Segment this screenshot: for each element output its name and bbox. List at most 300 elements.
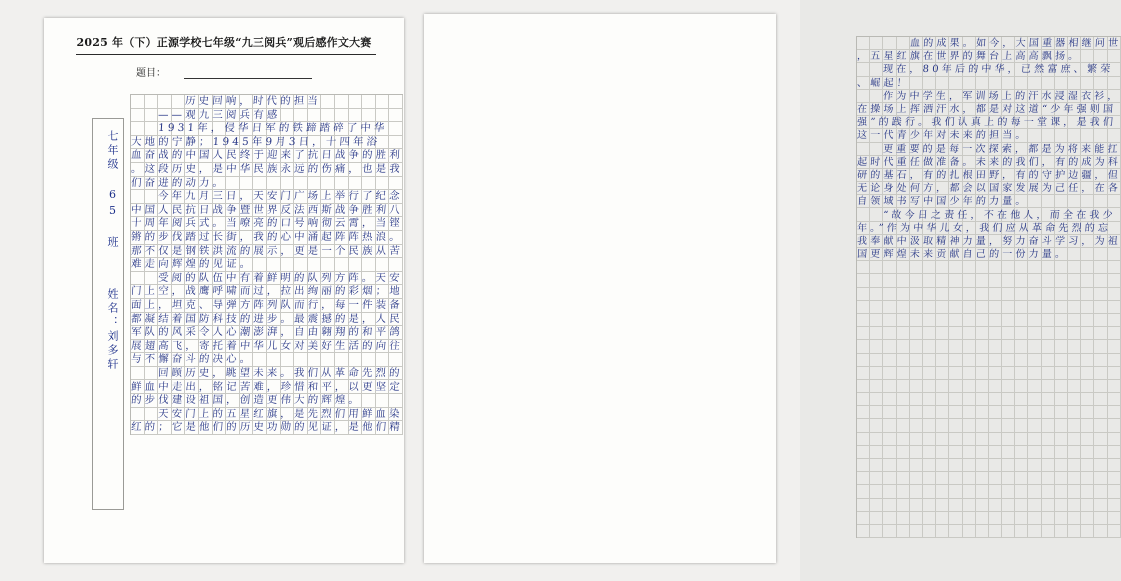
- grid-cell: [963, 63, 976, 76]
- grid-cell: [267, 421, 281, 435]
- handwritten-line: ，五星红旗在世界的舞台上高高飘扬。: [856, 51, 1082, 63]
- grid-cell: [1081, 143, 1094, 156]
- grid-cell: [267, 299, 281, 313]
- handwritten-line: 天安门上的五星红旗，是先烈们用鲜血染: [157, 407, 404, 420]
- grid-cell: [308, 149, 322, 163]
- grid-cell: [213, 326, 227, 340]
- grid-cell: [267, 122, 281, 136]
- grid-cell: [185, 353, 199, 367]
- grid-cell: [883, 235, 896, 248]
- grid-cell: [1094, 354, 1107, 367]
- grid-cell: [321, 285, 335, 299]
- grid-cell: [870, 367, 883, 380]
- grid-cell: [936, 459, 949, 472]
- grid-cell: [976, 169, 989, 182]
- grid-cell: [1108, 248, 1121, 261]
- grid-cell: [185, 326, 199, 340]
- grid-cell: [362, 326, 376, 340]
- grid-cell: [240, 258, 254, 272]
- grid-cell: [989, 143, 1002, 156]
- grid-cell: [1094, 50, 1107, 63]
- grid-cell: [883, 512, 896, 525]
- grid-cell: [963, 103, 976, 116]
- grid-cell: [185, 149, 199, 163]
- grid-cell: [199, 231, 213, 245]
- grid-cell: [976, 380, 989, 393]
- grid-cell: [989, 274, 1002, 287]
- grid-cell: [1094, 195, 1107, 208]
- grid-cell: [213, 394, 227, 408]
- grid-cell: [321, 190, 335, 204]
- grid-cell: [1108, 274, 1121, 287]
- grid-cell: [349, 421, 363, 435]
- grid-cell: [976, 50, 989, 63]
- grid-cell: [883, 459, 896, 472]
- grid-cell: [253, 109, 267, 123]
- grid-cell: [976, 208, 989, 221]
- grid-cell: [989, 50, 1002, 63]
- grid-cell: [1042, 327, 1055, 340]
- grid-cell: [989, 406, 1002, 419]
- grid-cell: [362, 272, 376, 286]
- grid-cell: [870, 327, 883, 340]
- grid-cell: [267, 367, 281, 381]
- grid-cell: [963, 156, 976, 169]
- grid-cell: [936, 433, 949, 446]
- grid-cell: [1081, 459, 1094, 472]
- grid-cell: [989, 288, 1002, 301]
- grid-cell: [281, 136, 295, 150]
- grid-cell: [294, 190, 308, 204]
- grid-cell: [158, 163, 172, 177]
- grid-cell: [1055, 419, 1068, 432]
- handwritten-line: 受阅的队伍中有着鲜明的队列方阵。天安: [157, 271, 404, 284]
- grid-cell: [185, 367, 199, 381]
- grid-cell: [389, 285, 403, 299]
- grid-cell: [897, 380, 910, 393]
- grid-cell: [172, 285, 186, 299]
- grid-cell: [1042, 354, 1055, 367]
- grid-cell: [1094, 90, 1107, 103]
- grid-cell: [923, 499, 936, 512]
- grid-cell: [1094, 327, 1107, 340]
- grid-cell: [883, 143, 896, 156]
- grid-cell: [1002, 288, 1015, 301]
- grid-cell: [1081, 77, 1094, 90]
- grid-cell: [1055, 433, 1068, 446]
- grid-cell: [883, 222, 896, 235]
- grid-cell: [857, 301, 870, 314]
- grid-cell: [1055, 182, 1068, 195]
- grid-cell: [1094, 274, 1107, 287]
- grid-cell: [976, 433, 989, 446]
- grid-cell: [857, 63, 870, 76]
- grid-cell: [1094, 314, 1107, 327]
- grid-cell: [857, 169, 870, 182]
- grid-cell: [910, 143, 923, 156]
- grid-cell: [870, 208, 883, 221]
- grid-cell: [883, 288, 896, 301]
- grid-cell: [1055, 406, 1068, 419]
- grid-cell: [883, 50, 896, 63]
- grid-cell: [1081, 90, 1094, 103]
- grid-cell: [1015, 354, 1028, 367]
- grid-cell: [253, 163, 267, 177]
- grid-cell: [870, 261, 883, 274]
- grid-cell: [1068, 301, 1081, 314]
- grid-cell: [267, 408, 281, 422]
- grid-cell: [1055, 485, 1068, 498]
- grid-cell: [1081, 156, 1094, 169]
- grid-cell: [1002, 77, 1015, 90]
- grid-cell: [145, 299, 159, 313]
- grid-cell: [158, 149, 172, 163]
- grid-cell: [1108, 195, 1121, 208]
- grid-cell: [131, 394, 145, 408]
- grid-cell: [1042, 446, 1055, 459]
- grid-cell: [267, 95, 281, 109]
- grid-cell: [1081, 116, 1094, 129]
- grid-cell: [1002, 116, 1015, 129]
- grid-cell: [1015, 499, 1028, 512]
- grid-cell: [349, 109, 363, 123]
- grid-cell: [1081, 182, 1094, 195]
- grid-cell: [883, 77, 896, 90]
- handwritten-line: 国更辉煌未来贡献自己的一份力量。: [856, 249, 1069, 261]
- grid-cell: [936, 380, 949, 393]
- grid-cell: [883, 446, 896, 459]
- grid-cell: [349, 313, 363, 327]
- grid-cell: [321, 421, 335, 435]
- grid-cell: [213, 231, 227, 245]
- grid-cell: [145, 313, 159, 327]
- grid-cell: [362, 245, 376, 259]
- grid-cell: [321, 204, 335, 218]
- grid-cell: [321, 122, 335, 136]
- grid-cell: [1015, 90, 1028, 103]
- grid-cell: [185, 408, 199, 422]
- grid-cell: [1028, 261, 1041, 274]
- grid-cell: [963, 129, 976, 142]
- grid-cell: [883, 90, 896, 103]
- grid-cell: [870, 222, 883, 235]
- grid-cell: [281, 217, 295, 231]
- grid-cell: [857, 143, 870, 156]
- grid-cell: [199, 272, 213, 286]
- grid-cell: [226, 258, 240, 272]
- grid-cell: [185, 394, 199, 408]
- grid-cell: [949, 327, 962, 340]
- grid-cell: [910, 182, 923, 195]
- grid-cell: [989, 222, 1002, 235]
- grid-cell: [1108, 103, 1121, 116]
- grid-cell: [1068, 169, 1081, 182]
- grid-cell: [172, 326, 186, 340]
- grid-cell: [1028, 37, 1041, 50]
- grid-cell: [172, 163, 186, 177]
- grid-cell: [1028, 222, 1041, 235]
- grid-cell: [989, 472, 1002, 485]
- grid-cell: [240, 326, 254, 340]
- grid-cell: [1002, 499, 1015, 512]
- handwritten-line: 军队的风采令人心潮澎湃，自由翱翔的和平鸽: [130, 326, 404, 339]
- grid-cell: [897, 525, 910, 538]
- grid-cell: [949, 235, 962, 248]
- grid-cell: [321, 272, 335, 286]
- grid-cell: [910, 354, 923, 367]
- grid-cell: [949, 485, 962, 498]
- grid-cell: [963, 446, 976, 459]
- grid-cell: [1081, 301, 1094, 314]
- grid-cell: [883, 156, 896, 169]
- grid-cell: [267, 285, 281, 299]
- grid-cell: [199, 122, 213, 136]
- grid-cell: [308, 122, 322, 136]
- grid-cell: [936, 512, 949, 525]
- grid-cell: [349, 326, 363, 340]
- grid-cell: [213, 285, 227, 299]
- handwritten-line: 我奉献中汲取精神力量，努力奋斗学习，为祖: [856, 236, 1121, 247]
- grid-cell: [1015, 340, 1028, 353]
- grid-cell: [963, 208, 976, 221]
- grid-cell: [199, 136, 213, 150]
- grid-cell: [963, 288, 976, 301]
- grid-cell: [267, 136, 281, 150]
- grid-cell: [1081, 195, 1094, 208]
- grid-cell: [1028, 288, 1041, 301]
- grid-cell: [389, 272, 403, 286]
- grid-cell: [308, 163, 322, 177]
- grid-cell: [1068, 512, 1081, 525]
- grid-cell: [226, 190, 240, 204]
- grid-cell: [1068, 274, 1081, 287]
- grid-cell: [335, 109, 349, 123]
- grid-cell: [963, 261, 976, 274]
- grid-cell: [253, 408, 267, 422]
- grid-cell: [949, 354, 962, 367]
- grid-cell: [131, 149, 145, 163]
- grid-cell: [240, 95, 254, 109]
- grid-cell: [1068, 485, 1081, 498]
- grid-cell: [923, 446, 936, 459]
- grid-cell: [897, 235, 910, 248]
- grid-cell: [1015, 261, 1028, 274]
- grid-cell: [335, 136, 349, 150]
- grid-cell: [1094, 446, 1107, 459]
- grid-cell: [949, 301, 962, 314]
- grid-cell: [131, 272, 145, 286]
- grid-cell: [1068, 525, 1081, 538]
- grid-cell: [199, 394, 213, 408]
- handwritten-line: 无论身处何方，都会以国家发展为己任，在各: [856, 183, 1121, 195]
- grid-cell: [857, 314, 870, 327]
- grid-cell: [1108, 77, 1121, 90]
- grid-cell: [1055, 222, 1068, 235]
- grid-cell: [923, 380, 936, 393]
- grid-cell: [870, 77, 883, 90]
- grid-cell: [897, 103, 910, 116]
- grid-cell: [1068, 406, 1081, 419]
- grid-cell: [349, 190, 363, 204]
- grid-cell: [145, 95, 159, 109]
- grid-cell: [172, 340, 186, 354]
- grid-cell: [131, 109, 145, 123]
- grid-cell: [226, 367, 240, 381]
- grid-cell: [910, 208, 923, 221]
- grid-cell: [897, 116, 910, 129]
- grid-cell: [226, 408, 240, 422]
- grid-cell: [936, 354, 949, 367]
- grid-cell: [145, 231, 159, 245]
- grid-cell: [226, 204, 240, 218]
- grid-cell: [897, 248, 910, 261]
- grid-cell: [321, 136, 335, 150]
- grid-cell: [1002, 235, 1015, 248]
- grid-cell: [389, 245, 403, 259]
- grid-cell: [185, 245, 199, 259]
- grid-cell: [321, 353, 335, 367]
- grid-cell: [910, 50, 923, 63]
- grid-cell: [1108, 393, 1121, 406]
- grid-cell: [897, 169, 910, 182]
- handwritten-line: 这一代青少年对未来的担当。: [856, 130, 1030, 142]
- grid-cell: [308, 217, 322, 231]
- grid-cell: [131, 340, 145, 354]
- grid-cell: [923, 433, 936, 446]
- grid-cell: [240, 380, 254, 394]
- grid-cell: [1068, 288, 1081, 301]
- grid-cell: [335, 326, 349, 340]
- grid-cell: [335, 299, 349, 313]
- grid-cell: [1002, 182, 1015, 195]
- right-sheet: [424, 14, 1121, 563]
- grid-cell: [989, 499, 1002, 512]
- grid-cell: [294, 177, 308, 191]
- grid-cell: [131, 326, 145, 340]
- grid-cell: [376, 258, 390, 272]
- grid-cell: [145, 285, 159, 299]
- grid-cell: [870, 182, 883, 195]
- grid-cell: [321, 149, 335, 163]
- grid-cell: [321, 245, 335, 259]
- grid-cell: [857, 354, 870, 367]
- grid-cell: [376, 285, 390, 299]
- grid-cell: [1081, 446, 1094, 459]
- grid-cell: [1015, 63, 1028, 76]
- grid-cell: [976, 499, 989, 512]
- grid-cell: [308, 245, 322, 259]
- handwritten-line: 研的基石，有的扎根田野，有的守护边疆，但: [856, 170, 1121, 181]
- handwritten-line: 门上空，战鹰呼啸而过，拉出绚丽的彩烟；地: [130, 285, 404, 298]
- grid-cell: [145, 340, 159, 354]
- grid-cell: [963, 274, 976, 287]
- grid-cell: [989, 340, 1002, 353]
- grid-cell: [1055, 354, 1068, 367]
- grid-cell: [1042, 208, 1055, 221]
- grid-cell: [976, 367, 989, 380]
- grid-cell: [253, 340, 267, 354]
- grid-cell: [923, 367, 936, 380]
- grid-cell: [321, 217, 335, 231]
- grid-cell: [213, 149, 227, 163]
- grid-cell: [1068, 261, 1081, 274]
- grid-cell: [897, 406, 910, 419]
- grid-cell: [349, 380, 363, 394]
- grid-cell: [1081, 340, 1094, 353]
- grid-cell: [1068, 472, 1081, 485]
- grid-cell: [1028, 274, 1041, 287]
- grid-cell: [910, 340, 923, 353]
- grid-cell: [910, 156, 923, 169]
- grid-cell: [923, 37, 936, 50]
- grid-cell: [1108, 314, 1121, 327]
- grid-cell: [910, 380, 923, 393]
- grid-cell: [1094, 77, 1107, 90]
- grid-cell: [226, 272, 240, 286]
- grid-cell: [335, 258, 349, 272]
- grid-cell: [923, 419, 936, 432]
- grid-cell: [1002, 380, 1015, 393]
- grid-cell: [1055, 274, 1068, 287]
- grid-cell: [910, 288, 923, 301]
- grid-cell: [213, 245, 227, 259]
- grid-cell: [1055, 143, 1068, 156]
- grid-cell: [923, 472, 936, 485]
- grid-cell: [1042, 419, 1055, 432]
- grid-cell: [389, 408, 403, 422]
- grid-cell: [362, 95, 376, 109]
- grid-cell: [1068, 314, 1081, 327]
- grid-cell: [294, 421, 308, 435]
- grid-cell: [976, 182, 989, 195]
- grid-cell: [199, 204, 213, 218]
- grid-cell: [376, 299, 390, 313]
- grid-cell: [1068, 446, 1081, 459]
- grid-cell: [349, 149, 363, 163]
- grid-cell: [1055, 129, 1068, 142]
- grid-cell: [349, 95, 363, 109]
- grid-cell: [963, 525, 976, 538]
- grid-cell: [253, 136, 267, 150]
- grid-cell: [362, 109, 376, 123]
- grid-cell: [1108, 261, 1121, 274]
- grid-cell: [281, 326, 295, 340]
- grid-cell: [253, 272, 267, 286]
- grid-cell: [253, 353, 267, 367]
- grid-cell: [158, 326, 172, 340]
- grid-cell: [857, 77, 870, 90]
- grid-cell: [362, 217, 376, 231]
- grid-cell: [870, 116, 883, 129]
- grid-cell: [976, 406, 989, 419]
- grid-cell: [870, 393, 883, 406]
- grid-cell: [158, 190, 172, 204]
- grid-cell: [870, 143, 883, 156]
- grid-cell: [145, 421, 159, 435]
- grid-cell: [1094, 288, 1107, 301]
- grid-cell: [1055, 208, 1068, 221]
- grid-cell: [1108, 169, 1121, 182]
- grid-cell: [1081, 222, 1094, 235]
- handwritten-line: 十周年阅兵式。当嘹亮的口号响彻云霄，当铿: [130, 217, 404, 230]
- grid-cell: [145, 353, 159, 367]
- grid-cell: [145, 380, 159, 394]
- grid-cell: [989, 525, 1002, 538]
- grid-cell: [158, 313, 172, 327]
- grid-cell: [1042, 499, 1055, 512]
- grid-cell: [897, 314, 910, 327]
- grid-cell: [226, 109, 240, 123]
